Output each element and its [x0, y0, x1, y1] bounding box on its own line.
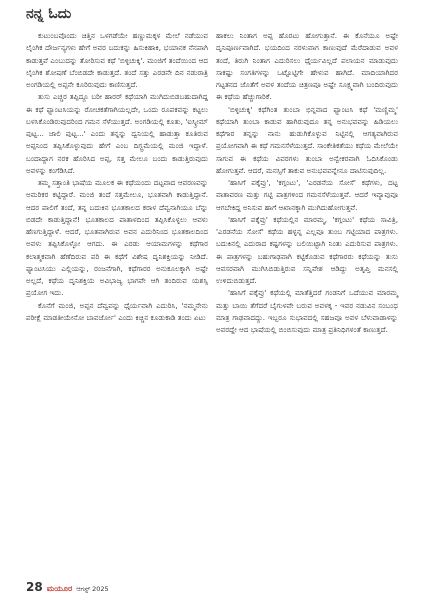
left-column	[26, 30, 208, 324]
paragraph: ಹಾಕಲು ನಿಂತಾಗ ಅಪ್ಪ ಹೊರಟು ಹೋಗುತ್ತಾನೆ. ಈ ಕೊನೆಯೂ ಅಷ್ಟೇ ದೃನಿಪೂರ್ಣವಾಗಿದೆ. ಭಯದಿಂದ ನರಳುವಾಗ ಕಾಣುವುದೆ ಮೆರೆದಾಡುವ ಅವಳ ತಂದೆ, ತಿರುಗಿ ನಿಂತಾಗ ಎದುರಿಸಲು ಧೈರ್ಯವಿಲ್ಲದೆ ಪಲಾಯನ ಮಾಡುವುದು ಸಾಕಷ್ಟು ಸಂಗತಿಗಳನ್ನು ಒಟ್ಟೊಟ್ಟಿಗೇ ಹೇಳುವ ಹಾಗಿದೆ. ಮಾದಿಯಾಗಿದರ ಗಟ್ಟತನದ ಜೊತೆಗೆ ಅವಳ ತಂದೆಯ ಚಿತ್ರಣವೂ ಅಷ್ಟೇ ಸೂಕ್ಷ್ಮವಾಗಿ ಬಂದಿರುವುದು ಈ ಕಥೆಯ ಹೆಚ್ಚುಗಾರಿಕೆ.	[216, 31, 398, 102]
section-title: ನನ್ನ ಓದು	[26, 6, 72, 22]
right-column	[216, 30, 398, 336]
paragraph: ತುಸು ಎಚ್ಚರ ತಪ್ಪಿದ್ದೂ ಬರೀ ಹಾರರ್ ಕಥೆಯಾಗಿ ಮುಗಿದುಬಿಡಬಹುದಾಗಿದ್ದ ಈ ಕಥೆ ಫ್ಯಾಂಟಸಿಯನ್ನು ರೋಚಕತೆಗಾಗಿಯಲ್ಲದೇ, ಒಂದು ರೂಪಕವನ್ನು ಕಟ್ಟಲು ಬಳಸಿಕೊಂಡಿರುವುದರಿಂದ ಗಮನ ಸೆಳೆಯುತ್ತದೆ. ಅಂಗಡಿಯಲ್ಲಿ ಕೂತು, 'ಐಸ್ಕ್ರೀಮ್ ಪುಟ್ಟ... ಜಾಲಿ ಪುಟ್ಟ...' ಎಂದು ತನ್ನನ್ನು ದ್ವನಿಯಲ್ಲಿ ಹಾಡುತ್ತಾ ಕೂತಿರುವ ಅಪ್ಪನಿಂದ ತಪ್ಪಿಸಿಕೊಳ್ಳುವುದು ಹೇಗೆ ಎಂಬ ದಿಗ್ಭ್ರಮೆಯಲ್ಲಿ ಮಂಜಿ ಇದ್ದಾಳೆ. ಬಂದಾದ್ದಾಗ ನರಕ ಹೊರಿಸಿದ ಅಪ್ಪ, ಸತ್ತ ಮೇಲೂ ಬಂದು ಕಾಡುತ್ತಿರುವುದು ಅವಳನ್ನು ಕಂಗೆಡಿಸಿದೆ.	[26, 92, 208, 175]
page-number: 28	[26, 580, 43, 594]
paragraph: ಕುಟುಂಬವೊಂದು ಚಿತ್ತಿನ ಒಳಗಡೆಯೇ ಹಣ್ಣುಮಕ್ಕಳ ಮೇಲೆ ನಡೆಯುವ ಲೈಂಗಿಕ ದೌರ್ಜನ್ಯಗಳು ಹೇಗೆ ಅವರ ಬದುಕನ್ನು ಹಿಸುಕಿಹಾಕಿ, ಭಯಾನಕ ನೆನಪಾಗಿ ಕಾಡುತ್ತವೆ ಎಂಬುದನ್ನು ತೋರಿಸುವ ಕಥೆ 'ಬಿಳ್ಳಿಚುಕ್ಕಿ'. ಮಂಜಿಗೆ ತಂದೆಯಿಂದ ಆದ ಲೈಂಗಿಕ ಶೋಷಣೆ ಬೆಂಬಿಡದೇ ಕಾಡುತ್ತದೆ. ತಂದೆ ಸತ್ತು ಎರಡನೇ ದಿನ ನಡುರಾತ್ರಿ ಅಂಗಡಿಯಲ್ಲಿ ಅಪ್ಪನೇ ಕೂರಿರುವುದು ಕಾಣಿಸುತ್ತದೆ.	[26, 31, 208, 89]
page-footer	[26, 580, 109, 594]
issue-date: ಆಗಸ್ಟ್ 2025	[76, 585, 109, 593]
paragraph: ತಮ್ಮ ಸತ್ತಾಂತಿ ಭಾಷೆಯ ಮೂಲಕ ಈ ಕಥೆಯಂದು ದಟ್ಟವಾದ ಆವರಣವನ್ನು ಅಮರಿಕರ ಕಟ್ಟಿದ್ದಾರೆ. ಮಂಜಿ ತಂದೆ ಸತ್ತಮೇಲೂ, ಭೂತವಾಗಿ ಕಾಡುತ್ತಿದ್ದಾನೆ. ಆದರ ಪಾಲಿಗೆ ತಂದೆ, ತನ್ನ ಬದುಕಿನ ಭೂತಕಾಲದ ಕರಾಳ ದೆವ್ವನಾಗಿಯೂ ಬೆನ್ನು ಬಿಡದೇ ಕಾಡುತ್ತಿದ್ದಾನೆ! ಭೂತಕಾಲದ ಪಾತಾಳದಿಂದ ತಪ್ಪಿಸಿಕೊಳ್ಳಲು ಆವಳು ಹೆಣಗುತ್ತಿದ್ದಾಳೆ. ಆದರೆ, ಭೂತವಾಗಿರುವ ಅವನ ಎದುರಿನಿಂದ ಭೂತಕಾಲದಿಂದ ಅವಳು ತಪ್ಪಿಸಿಕೊಳ್ಳೋ ಆಗದು. ಈ ಎರಡು ಆಯಾಮಗಳನ್ನು ಕಥೆಗಾರ ಕಲಾತ್ಮಕವಾಗಿ ಹೆಣೆದಿರುವ ಪರಿ ಈ ಕಥೆಗೆ ವಿಶೇಷ ದೃನಿಶಕ್ತಿಯನ್ನು ನೀಡಿದೆ. ಫ್ಯಾಂಟಸಿಯು ಎಲ್ಲಿಯನ್ನು, ರಂಜನೆಗಾಗಿ, ಕಥೆಗಾರರ ಅನುಕೂಲಕ್ಕಾಗಿ ಅಷ್ಟೇ ಅಲ್ಲದೆ, ಕಥೆಯ ದೃನಿಶಕ್ತಿಯ ಅವಿಭಾಜ್ಯ ಭಾಗವೇ ಆಗಿ ತಂದಿರುವ ಯಶಸ್ಸಿ ಪ್ರಯೋಗ ಇದು.	[26, 178, 208, 298]
paragraph: ಕೊನೆಗೆ ಮಂಜಿ, ಅಪ್ಪನ ದೆವ್ವವನ್ನು ಧೈರ್ಯವಾಗಿ ಎದುರಿಸಿ, 'ನಮ್ಮನೇನು ಪರೀಕ್ಷೆ ಮಾಡತೀಯೇನೋ ಬಾವರ್ಜೋ' ಎಂದು ಕಿಚ್ಚಿನ ಕೂಡುಕಾಡಿ ತಂದು ಏಟು	[26, 300, 208, 322]
paragraph: 'ಹಾಸಿಗೆ ಪಕ್ಕೆವ್ರು' ಕಥೆಯಲ್ಲಿ ಮಾತೆತ್ತಿದರೆ ಗಂಡನಿಗೆ ಒದೆಯುವ ಮಾರಮ್ಮ ಮತ್ತು ಬಾಯಿ ತೆಗೆದರೆ ಬೈಗುಳವೇ ಬರುವ ಅವಳಕ್ಕ - ಇವರ ನಡುವಿನ ಸಂಬಂಧ ಮಾತ್ರ ಗಾಢವಾದದ್ದು. ಇಬ್ಬರೂ ಸುಭಾವದಲ್ಲಿ ಸಹಜವೂ ಅವಳ ಬೆಳುವಾಡಾಳನ್ನು ಅವರದ್ದೇ ಆದ ಭಾಷೆಯಲ್ಲಿ ಬಿಂಬಿಸುವುದು ಮಾತ್ರ ಪ್ರತಿನಿಧಿಗಳಂತೆ ಕಾಣುತ್ತದೆ.	[216, 288, 398, 334]
magazine-logo: ಮಯೂರ	[46, 584, 73, 593]
paragraph: 'ಹಾಸಿಗೆ ಪಕ್ಕೆವ್ರು' ಕಥೆಯಲ್ಲಿನ ಮಾರಮ್ಮ, 'ಕಗ್ಗಂಟು' ಕಥೆಯ ಸಾವಿತ್ರಿ, 'ಎರಡನೆಯ ಸೋಸೆ' ಕಥೆಯ ಹಳ್ಳನ್ನ ಎಲ್ಲವೂ ತುಂಬ ಗಟ್ಟಿಯಾದ ಪಾತ್ರಗಳು. ಬದುಕಿನಲ್ಲಿ ಎದುರಾದ ಕಷ್ಟಗಳನ್ನು ಬಲಿಯಿಟ್ಟಾಗಿ ನಿಂತು ಎದುರಿಸುವ ಪಾತ್ರಗಳು. ಈ ಪಾತ್ರಗಳನ್ನು ಬಹುಗಾಢವಾಗಿ ಕಟ್ಟಿಕೊಡುವ ಕಥೆಗಾರರು ಕಥೆಯನ್ನು ತುಸು ಆವಸರವಾಗಿ ಮುಗಿಸಿಬಿಡುತ್ತಿರುವ ಸನ್ನಿವೇಶ ಆಡಿದ್ದು ಅತೃಪ್ತಿ ಮನಸಲ್ಲಿ ಉಳಿದುಬಿಡುತ್ತದೆ.	[216, 214, 398, 285]
paragraph: 'ಬಿಳ್ಳಿಚುಕ್ಕಿ' ಕಥೆಗಿಂತ ತುಂಬಾ ಭಿನ್ನವಾದ ಫ್ಯಾಂಟಸಿ ಕಥೆ 'ಮಣ್ಣಿಮ್ಮ' ಕಥೆಯಾಗಿ ತುಂಬಾ ಕಾಡುವ ಹಾಗಿರುವುದೂ ತನ್ನ ಅನುಭವವನ್ನು ಹಿಡಿಯಲು ಕಥೆಗಾರ ತನ್ನನ್ನು ನಾನು ಹುಡುಗಿಕೊಳ್ಳುವ ನಿಟ್ಟಿನಲ್ಲಿ ಆಗತ್ಯವಾಗಿರುವ ಪ್ರಯೋಗವಾಗಿ ಈ ಕಥೆ ಗಮನಸೆಳೆಯುತ್ತದೆ. ಸಾಂಕೇತಿಕತೆಯು ಕಥೆಯ ಮೇಲೆಯೇ ಸಾಗುವ ಈ ಕಥೆಯ ವಿವರಗಳು ತುಂಬಾ ಅನ್ವೇಕರವಾಗಿ ಓದಿಸಿಕೊಂಡು ಹೋಗುತ್ತವೆ. ಆದರೆ, ಮನಸ್ಸಿಗೆ ತಾಕುವ ಅನುಭವವನ್ನೇನೂ ದಾಟಿಸುವುದಿಲ್ಲ.	[216, 104, 398, 175]
paragraph: 'ಹಾಸಿಗೆ ಪಕ್ಕೆವ್ರು', 'ಕಗ್ಗಂಟು', 'ಎರಡನೆಯ ಸೋಸೆ' ಕಥೆಗಳು, ದಟ್ಟ ವಾತಾವರಣ ಮತ್ತು ಗಟ್ಟಿ ಪಾತ್ರಗಳಿಂದ ಗಮನಸೆಳೆಯುತ್ತವೆ. ಆದರೆ ಇವ್ಯಾವುವೂ ಆಗಬೇಕಿದ್ದ ಅನಿಸುವ ಹಾಗೆ ಆಖಾನಕ್ಕಾಗಿ ಮುಗಿದುಹೋಗುತ್ತವೆ.	[216, 178, 398, 212]
